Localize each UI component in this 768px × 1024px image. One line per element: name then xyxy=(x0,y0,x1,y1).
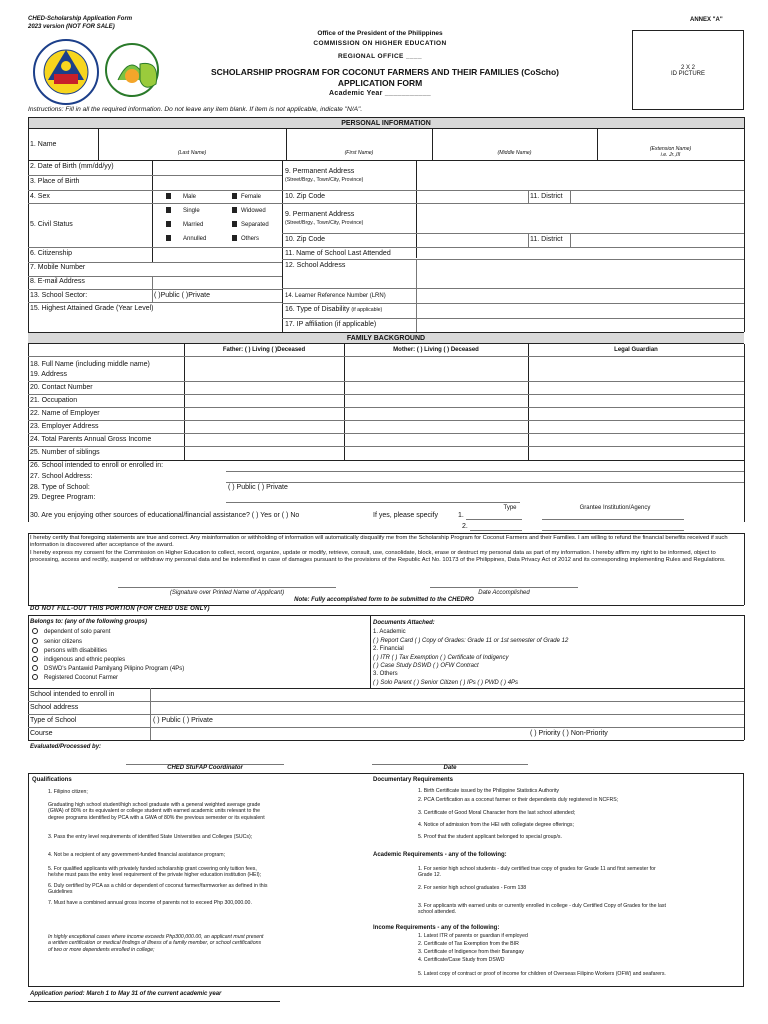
date-label: Date xyxy=(443,765,457,771)
form-title: CHED-Scholarship Application Form xyxy=(28,16,133,22)
first-name-label: (First Name) xyxy=(344,150,374,156)
disability-text: 16. Type of Disability xyxy=(285,306,350,313)
docreq-item: 2. PCA Certification as a coconut farmer or their dependents duly registered in NCFRS; xyxy=(418,797,619,803)
civil-annulled-option[interactable] xyxy=(166,235,206,242)
middle-name-input[interactable] xyxy=(434,130,595,148)
qualification-item: 3. Pass the entry level requirements of identified State Universities and Colleges (SUCs); xyxy=(48,834,253,840)
pob-label: 3. Place of Birth xyxy=(30,178,80,185)
other-assistance-question[interactable]: 30. Are you enjoying other sources of educational/financial assistance? ( ) Yes or ( ) No xyxy=(30,512,300,519)
civil-status-label: 5. Civil Status xyxy=(30,221,73,228)
income-item: 3. Certificate of Indigence from their Barangay xyxy=(418,949,524,955)
lrn-label: 14. Learner Reference Number (LRN) xyxy=(285,293,386,299)
qualification-item: 6. Duly certified by PCA as a child or dependent of coconut farmer/farmworker as defined in this Guidelines xyxy=(48,883,268,896)
civil-married-option[interactable] xyxy=(166,221,203,228)
ip-label: 17. IP affiliation (if applicable) xyxy=(285,321,377,328)
group-item[interactable] xyxy=(32,638,82,645)
separated-label: Separated xyxy=(241,222,269,228)
instructions: Instructions: Fill in all the required information. Do not leave any item blank. If item is not applicable, indicate "N/A". xyxy=(28,106,363,113)
others-label: Others xyxy=(241,236,260,242)
group-item[interactable] xyxy=(32,628,110,635)
id-picture-box[interactable] xyxy=(632,30,744,110)
last-school-input[interactable] xyxy=(418,248,742,259)
degree-program-label: 29. Degree Program: xyxy=(30,494,96,501)
permanent-address-label-2: 9. Permanent Address xyxy=(285,211,355,218)
date-accomplished-label: Date Accomplished xyxy=(478,590,530,596)
zip-code-label-2: 10. Zip Code xyxy=(285,236,326,243)
family-row: 21. Occupation xyxy=(30,397,78,404)
civil-others-option[interactable] xyxy=(232,235,259,242)
family-background-header: FAMILY BACKGROUND xyxy=(28,332,744,344)
qualifications-title: Qualifications xyxy=(32,777,72,783)
academic-item: 3. For applicants with earned units or currently enrolled in college - duly Certified Copy of Grades for the last school attended. xyxy=(418,903,666,916)
mother-status[interactable]: Mother: ( ) Living ( ) Deceased xyxy=(393,347,479,353)
application-form-title: APPLICATION FORM xyxy=(337,78,423,88)
legal-guardian-header: Legal Guardian xyxy=(614,347,658,353)
citizenship-label: 6. Citizenship xyxy=(30,250,73,257)
school-address-26-label: 27. School Address: xyxy=(30,473,93,480)
middle-name-label: (Middle Name) xyxy=(497,150,532,156)
school-sector-options[interactable]: ( )Public ( )Private xyxy=(154,292,211,299)
doc-line: 2. Financial xyxy=(373,646,404,652)
group-item[interactable] xyxy=(32,647,107,654)
school-type-label: 28. Type of School: xyxy=(30,484,90,491)
district-label-2: 11. District xyxy=(530,236,563,243)
doc-line: 1. Academic xyxy=(373,629,406,635)
ched-type-of-school-label: Type of School xyxy=(30,717,77,724)
income-requirements-title: Income Requirements - any of the following: xyxy=(373,925,500,931)
group-label: dependent of solo parent xyxy=(44,629,111,635)
email-input[interactable] xyxy=(154,277,280,289)
docreq-item: 5. Proof that the student applicant belonged to special group/s. xyxy=(418,834,562,840)
docreq-item: 3. Certificate of Good Moral Character from the last school attended; xyxy=(418,810,576,816)
certification-paragraph: I hereby certify that foregoing statements are true and correct. Any misinformation or withholding of information will automatically disqualify me from the Scholarship Program for Coconut Farmers and their Families. I am willing to refund the financial benefits received if such information is discovered after acceptance of the award. xyxy=(30,535,728,548)
permanent-address-input-1[interactable] xyxy=(418,161,742,189)
married-label: Married xyxy=(183,222,204,228)
citizenship-input[interactable] xyxy=(154,248,280,261)
regional-office: REGIONAL OFFICE ____ xyxy=(337,53,423,60)
type-col-header: Type xyxy=(503,505,517,511)
docreq-item: 4. Notice of admission from the HEI with collegiate degree offerings; xyxy=(418,822,574,828)
last-school-label: 11. Name of School Last Attended xyxy=(285,250,391,257)
group-label: DSWD's Pantawid Pamilyang Pilipino Program (4Ps) xyxy=(44,666,185,672)
permanent-address-sub-1: (Street/Brgy., Town/City, Province) xyxy=(285,177,364,183)
submission-note: Note: Fully accomplished form to be submitted to the CHEDRO xyxy=(294,597,474,603)
doc-line[interactable]: ( ) Case Study DSWD ( ) OFW Contract xyxy=(373,663,479,669)
dob-input[interactable] xyxy=(154,161,280,174)
income-item: 5. Latest copy of contract or proof of income for children of Overseas Filipino Workers (OFW) and seafarers. xyxy=(418,971,666,977)
ched-course-label: Course xyxy=(30,730,53,737)
school-address-label: 12. School Address xyxy=(285,262,346,269)
group-item[interactable] xyxy=(32,674,118,681)
family-row: 23. Employer Address xyxy=(30,423,99,430)
academic-requirements-title: Academic Requirements - any of the following: xyxy=(373,852,507,858)
group-label: senior citizens xyxy=(44,639,83,645)
qualification-item: Graduating high school student/high school graduate with a general weighted average grade (GWA) of 80% or its equivalent or college student with earned academic units relevant to the degree programs identified by PCA with a GWA of 80% the previous semester or its equivalent xyxy=(48,802,265,821)
ched-school-address-label: School address xyxy=(30,704,79,711)
extension-name-label: (Extension Name) i.e. Jr.,III xyxy=(649,146,692,158)
doc-line[interactable]: ( ) ITR ( ) Tax Exemption ( ) Certificate of Indigency xyxy=(373,655,509,661)
last-name-input[interactable] xyxy=(100,130,284,148)
lrn-input[interactable] xyxy=(418,289,742,302)
male-label: Male xyxy=(183,194,197,200)
family-row: 19. Address xyxy=(30,371,67,378)
district-input-1[interactable] xyxy=(572,191,742,202)
extension-name-input[interactable] xyxy=(599,130,742,144)
assist-number-2: 2. xyxy=(462,523,468,530)
doc-line[interactable]: ( ) Report Card ( ) Copy of Grades: Grade 11 or 1st semester of Grade 12 xyxy=(373,638,569,644)
school-address-input[interactable] xyxy=(418,260,742,287)
academic-item: 2. For senior high school graduates - Form 138 xyxy=(418,885,527,891)
district-label-1: 11. District xyxy=(530,193,563,200)
doc-line: 3. Others xyxy=(373,671,398,677)
group-label: indigenous and ethnic peoples xyxy=(44,657,126,663)
single-label: Single xyxy=(183,208,200,214)
civil-widowed-option[interactable] xyxy=(232,207,266,214)
annex-label: ANNEX "A" xyxy=(690,17,723,23)
if-yes-label: If yes, please specify xyxy=(373,512,438,519)
civil-separated-option[interactable] xyxy=(232,221,269,228)
family-row: 25. Number of siblings xyxy=(30,449,100,456)
disability-input[interactable] xyxy=(418,304,742,317)
permanent-address-label-1: 9. Permanent Address xyxy=(285,168,355,175)
belongs-label: Belongs to: (any of the following groups) xyxy=(30,619,147,625)
income-item: 2. Certificate of Tax Exemption from the BIR xyxy=(418,941,519,947)
assist-number-1: 1. xyxy=(458,512,464,519)
father-status[interactable]: Father: ( ) Living ( )Deceased xyxy=(222,347,306,353)
qualification-item: 1. Filipino citizen; xyxy=(48,789,88,795)
name-label: 1. Name xyxy=(30,141,57,148)
income-item: 4. Certificate/Case Study from DSWD xyxy=(418,957,505,963)
first-name-input[interactable] xyxy=(288,130,430,148)
picture-label: ID PICTURE xyxy=(670,71,705,77)
dob-label: 2. Date of Birth (mm/dd/yy) xyxy=(30,163,114,170)
documents-attached-label: Documents Attached: xyxy=(373,620,435,626)
permanent-address-input-2[interactable] xyxy=(418,204,742,232)
qualification-item: 7. Must have a combined annual gross income of parents not to exceed Php 300,000.00. xyxy=(48,900,252,906)
personal-info-header: PERSONAL INFORMATION xyxy=(28,117,744,129)
exceptional-case-note: In highly exceptional cases where income exceeds Php300,000.00, an applicant must present a written certification or medical findings of illness of a family member, or school certifications of two or more dependents enrolled in college; xyxy=(48,934,264,953)
program-title: SCHOLARSHIP PROGRAM FOR COCONUT FARMERS AND THEIR FAMILIES (CoScho) xyxy=(210,67,560,77)
form-version: 2023 version (NOT FOR SALE) xyxy=(28,24,115,30)
mobile-input[interactable] xyxy=(154,263,280,275)
school-type-options[interactable]: ( ) Public ( ) Private xyxy=(228,484,288,491)
group-item[interactable] xyxy=(32,665,184,672)
priority-options[interactable]: ( ) Priority ( ) Non-Priority xyxy=(530,730,608,737)
qualification-item: 4. Not be a recipient of any government-funded financial assistance program; xyxy=(48,852,226,858)
da-seal-icon xyxy=(104,40,164,102)
sex-female-option[interactable] xyxy=(232,193,261,200)
last-name-label: (Last Name) xyxy=(177,150,207,156)
district-input-2[interactable] xyxy=(572,234,742,246)
school-sector-label: 13. School Sector: xyxy=(30,292,88,299)
family-row: 18. Full Name (including middle name) xyxy=(30,361,150,368)
picture-size: 2 X 2 xyxy=(680,65,695,71)
widowed-label: Widowed xyxy=(241,208,266,214)
evaluated-label: Evaluated/Processed by: xyxy=(30,744,102,750)
docreq-item: 1. Birth Certificate issued by the Philippine Statistics Authority xyxy=(418,788,559,794)
academic-item: 1. For senior high school students - duly certified true copy of grades for Grade 11 and first semester for Grade 12. xyxy=(418,866,656,879)
group-label: Registered Coconut Farmer xyxy=(44,675,119,681)
permanent-address-sub-2: (Street/Brgy., Town/City, Province) xyxy=(285,220,364,226)
academic-year-field[interactable]: Academic Year ___________ xyxy=(329,90,431,97)
office-line: Office of the President of the Philippines xyxy=(317,30,443,37)
signature-label: (Signature over Printed Name of Applicant) xyxy=(169,590,285,596)
pob-input[interactable] xyxy=(154,176,280,189)
zip-code-label-1: 10. Zip Code xyxy=(285,193,326,200)
family-row: 22. Name of Employer xyxy=(30,410,100,417)
commission-line: COMMISSION ON HIGHER EDUCATION xyxy=(313,40,447,47)
email-label: 8. E-mail Address xyxy=(30,278,85,285)
family-row: 24. Total Parents Annual Gross Income xyxy=(30,436,152,443)
intended-school-label: 26. School intended to enroll or enrolled in: xyxy=(30,462,164,469)
if-applicable-text: (if applicable) xyxy=(351,307,383,313)
consent-paragraph: I hereby express my consent for the Commission on Higher Education to collect, record, organize, update or modify, retrieve, consult, use, consolidate, block, erase or destruct my personal data as part of my information. I hereby affirm my right to be informed, object to processing, access and rectify, suspend or withdraw my personal data and be indemnified in case of damages pursuant to the provisions of the Republic Act No. 10173 of the Philippines, Data Privacy Act of 2012 and its corresponding implementing Rules and Regulations. xyxy=(30,550,726,563)
coordinator-label: CHED StuFAP Coordinator xyxy=(167,765,243,771)
sex-label: 4. Sex xyxy=(30,193,50,200)
documentary-requirements-title: Documentary Requirements xyxy=(373,777,454,783)
application-period: Application period: March 1 to May 31 of the current academic year xyxy=(30,991,222,997)
female-label: Female xyxy=(241,194,262,200)
income-item: 1. Latest ITR of parents or guardian if employed xyxy=(418,933,528,939)
ched-type-options[interactable]: ( ) Public ( ) Private xyxy=(153,717,213,724)
ched-seal-icon xyxy=(32,38,100,106)
qualification-item: 5. For qualified applicants with privately funded scholarship grant covering only tuition fees, he/she must pass the entry level requirement of the private higher education institution (HEI); xyxy=(48,866,262,879)
disability-label xyxy=(285,306,382,313)
ched-use-only-header: DO NOT FILL-OUT THIS PORTION (FOR CHED USE ONLY) xyxy=(30,606,210,612)
group-label: persons with disabilities xyxy=(44,648,108,654)
annulled-label: Annulled xyxy=(183,236,207,242)
highest-grade-label: 15. Highest Attained Grade (Year Level) xyxy=(30,305,154,312)
sex-male-option[interactable] xyxy=(166,193,196,200)
mobile-label: 7. Mobile Number xyxy=(30,264,86,271)
ched-school-intended-label: School intended to enroll in xyxy=(30,691,115,698)
highest-grade-input[interactable] xyxy=(30,314,280,330)
ip-input[interactable] xyxy=(418,319,742,331)
family-row: 20. Contact Number xyxy=(30,384,93,391)
civil-single-option[interactable] xyxy=(166,207,200,214)
doc-line[interactable]: ( ) Solo Parent ( ) Senior Citizen ( ) IPs ( ) PWD ( ) 4Ps xyxy=(373,680,519,686)
grantee-col-header: Grantee Institution/Agency xyxy=(579,505,651,511)
group-item[interactable] xyxy=(32,656,125,663)
